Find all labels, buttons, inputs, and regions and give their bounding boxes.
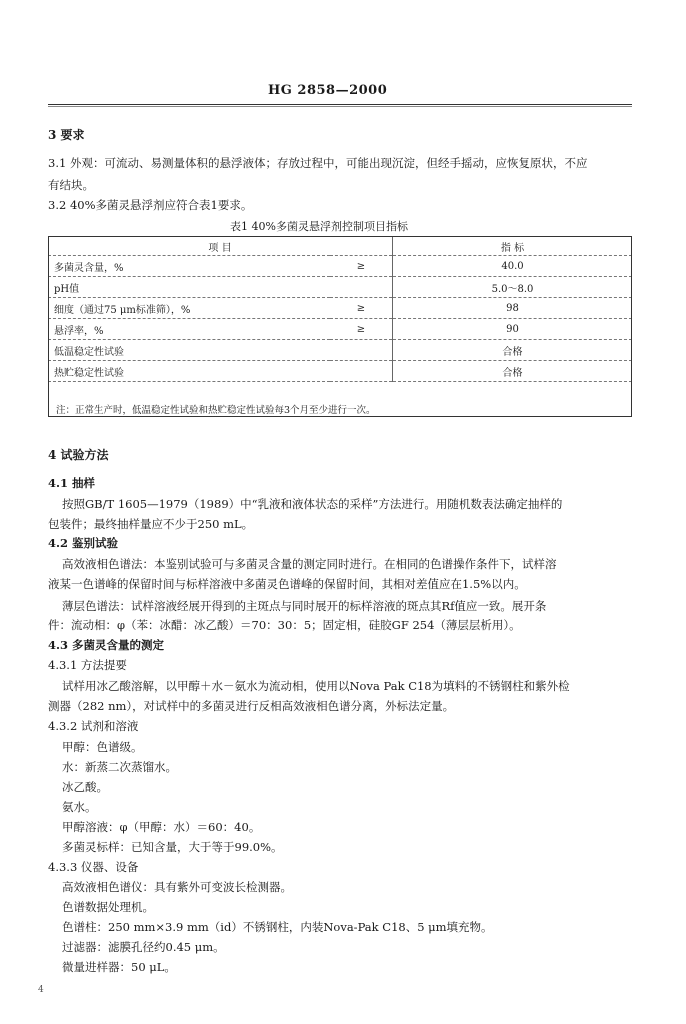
reagent-item: 多菌灵标样：已知含量，大于等于99.0%。 (62, 840, 283, 854)
table-row (48, 277, 632, 298)
para-4-1-line2: 包装件；最终抽样量应不少于250 mL。 (48, 517, 254, 531)
row-op (330, 277, 393, 298)
heading-4-3-3: 4.3.3 仪器、设备 (48, 860, 139, 874)
row-op: ≥ (330, 319, 393, 340)
para-4-2-line1: 高效液相色谱法：本鉴别试验可与多菌灵含量的测定同时进行。在相同的色谱操作条件下，试样溶 (62, 557, 557, 571)
row-value: 40.0 (393, 256, 633, 277)
row-op (330, 361, 393, 382)
instrument-item: 色谱数据处理机。 (62, 900, 154, 914)
heading-4-2: 4.2 鉴别试验 (48, 536, 119, 550)
row-value: 90 (393, 319, 633, 340)
table-caption: 表1 40%多菌灵悬浮剂控制项目指标 (230, 220, 408, 233)
para-3-1-line2: 有结块。 (48, 178, 94, 192)
instrument-item: 过滤器：滤膜孔径约0.45 μm。 (62, 940, 225, 954)
para-4-3-1-line2: 测器（282 nm），对试样中的多菌灵进行反相高效液相色谱分离，外标法定量。 (48, 699, 455, 713)
row-item: 悬浮率，% (48, 319, 330, 340)
table-header-row (48, 237, 632, 256)
row-item: 低温稳定性试验 (48, 340, 330, 361)
reagent-item: 冰乙酸。 (62, 780, 108, 794)
row-item: 多菌灵含量，% (48, 256, 330, 277)
para-4-1-line1: 按照GB/T 1605—1979（1989）中“乳液和液体状态的采样”方法进行。用随机数表法确定抽样的 (62, 497, 563, 511)
table-row (48, 298, 632, 319)
standard-number: HG 2858—2000 (268, 83, 388, 98)
header-item: 项 目 (48, 237, 393, 256)
row-item: 细度（通过75 μm标准筛），% (48, 298, 330, 319)
row-item: 热贮稳定性试验 (48, 361, 330, 382)
para-4-2-line3: 薄层色谱法：试样溶液经展开得到的主斑点与同时展开的标样溶液的斑点其Rf值应一致。展开条 (62, 599, 547, 613)
table-row (48, 256, 632, 277)
heading-4-3-2: 4.3.2 试剂和溶液 (48, 719, 139, 733)
row-op: ≥ (330, 298, 393, 319)
row-value: 合格 (393, 361, 633, 382)
instrument-item: 高效液相色谱仪：具有紫外可变波长检测器。 (62, 880, 292, 894)
para-3-1-line1: 3.1 外观：可流动、易测量体积的悬浮液体；存放过程中，可能出现沉淀，但经手摇动，应恢复原状，不应 (48, 156, 588, 170)
reagent-item: 水：新蒸二次蒸馏水。 (62, 760, 177, 774)
table-note-row (48, 382, 632, 403)
reagent-item: 甲醇溶液：φ（甲醇：水）＝60：40。 (62, 820, 261, 834)
row-op (330, 340, 393, 361)
reagent-item: 氨水。 (62, 800, 97, 814)
table-row (48, 340, 632, 361)
heading-4-1: 4.1 抽样 (48, 476, 96, 490)
instrument-item: 色谱柱：250 mm×3.9 mm（id）不锈钢柱，内装Nova-Pak C18、5 μm填充物。 (62, 920, 493, 934)
para-4-2-line2: 液某一色谱峰的保留时间与标样溶液中多菌灵色谱峰的保留时间，其相对差值应在1.5%以内。 (48, 577, 526, 591)
table-note-cell (48, 382, 632, 403)
header-rule-thin (48, 106, 632, 107)
header-rule (48, 104, 632, 105)
table-row (48, 319, 632, 340)
row-item: pH值 (48, 277, 330, 298)
reagent-item: 甲醇：色谱级。 (62, 740, 143, 754)
row-value: 98 (393, 298, 633, 319)
para-3-2: 3.2 40%多菌灵悬浮剂应符合表1要求。 (48, 198, 253, 212)
heading-4-3-1: 4.3.1 方法提要 (48, 658, 127, 672)
table-row (48, 361, 632, 382)
heading-4-3: 4.3 多菌灵含量的测定 (48, 638, 165, 652)
instrument-item: 微量进样器：50 μL。 (62, 960, 176, 974)
section-4-heading: 4 试验方法 (48, 448, 109, 462)
para-4-2-line4: 件：流动相：φ（苯：冰醋：冰乙酸）＝70：30：5；固定相，硅胶GF 254（薄层层析用）。 (48, 618, 521, 632)
row-op: ≥ (330, 256, 393, 277)
row-value: 合格 (393, 340, 633, 361)
header-value: 指 标 (393, 237, 633, 256)
para-4-3-1-line1: 试样用冰乙酸溶解，以甲醇＋水－氨水为流动相，使用以Nova Pak C18为填料的不锈钢柱和紫外检 (62, 679, 570, 693)
page-number: 4 (38, 985, 44, 995)
row-value: 5.0～8.0 (393, 277, 633, 298)
spec-table (48, 236, 632, 402)
table-note: 注：正常生产时，低温稳定性试验和热贮稳定性试验每3个月至少进行一次。 (56, 405, 376, 416)
section-3-heading: 3 要求 (48, 128, 85, 142)
